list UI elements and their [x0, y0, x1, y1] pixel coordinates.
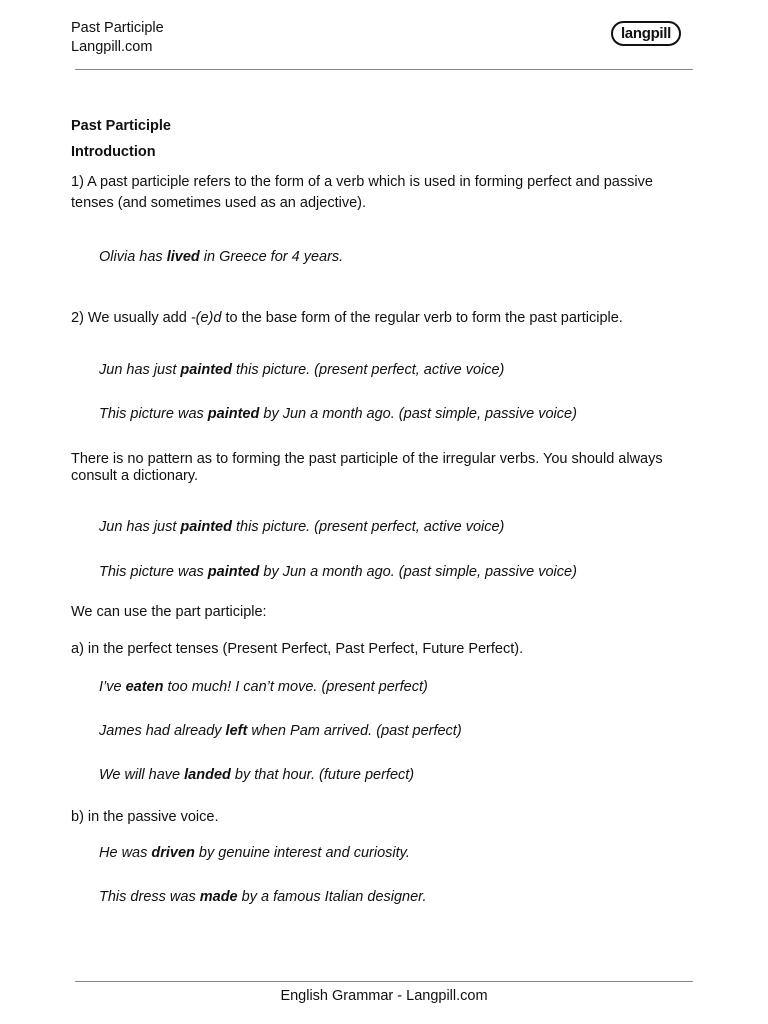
example-sentence: This dress was made by a famous Italian designer. [99, 889, 427, 905]
langpill-logo: langpill [611, 21, 681, 46]
paragraph-1: 1) A past participle refers to the form of a verb which is used in forming perfect and passive tenses (and sometimes used as an adjective). [71, 174, 653, 211]
example-sentence: We will have landed by that hour. (future perfect) [99, 767, 415, 783]
paragraph-4: We can use the part participle: [71, 604, 267, 620]
example-sentence: I’ve eaten too much! I can’t move. (present perfect) [99, 679, 428, 695]
example-sentence: He was driven by genuine interest and curiosity. [99, 845, 410, 861]
header-divider [75, 69, 693, 70]
example-sentence: Jun has just painted this picture. (present perfect, active voice) [99, 362, 505, 378]
example-sentence: This picture was painted by Jun a month ago. (past simple, passive voice) [99, 406, 577, 422]
header-site: Langpill.com [71, 39, 153, 55]
footer-divider [75, 981, 693, 982]
section-heading: Introduction [71, 144, 156, 160]
example-sentence: James had already left when Pam arrived. (past perfect) [99, 723, 462, 739]
header-title: Past Participle [71, 20, 164, 36]
paragraph-2: 2) We usually add -(e)d to the base form of the regular verb to form the past participle. [71, 310, 623, 326]
example-sentence: Jun has just painted this picture. (present perfect, active voice) [99, 519, 505, 535]
footer-text: English Grammar - Langpill.com [280, 988, 488, 1004]
list-item-a: a) in the perfect tenses (Present Perfect, Past Perfect, Future Perfect). [71, 641, 524, 657]
example-sentence: This picture was painted by Jun a month ago. (past simple, passive voice) [99, 564, 577, 580]
paragraph-3: There is no pattern as to forming the past participle of the irregular verbs. You should always consult a dictionary. [71, 451, 663, 484]
page-title: Past Participle [71, 118, 171, 134]
example-sentence: Olivia has lived in Greece for 4 years. [99, 249, 344, 265]
list-item-b: b) in the passive voice. [71, 809, 219, 825]
